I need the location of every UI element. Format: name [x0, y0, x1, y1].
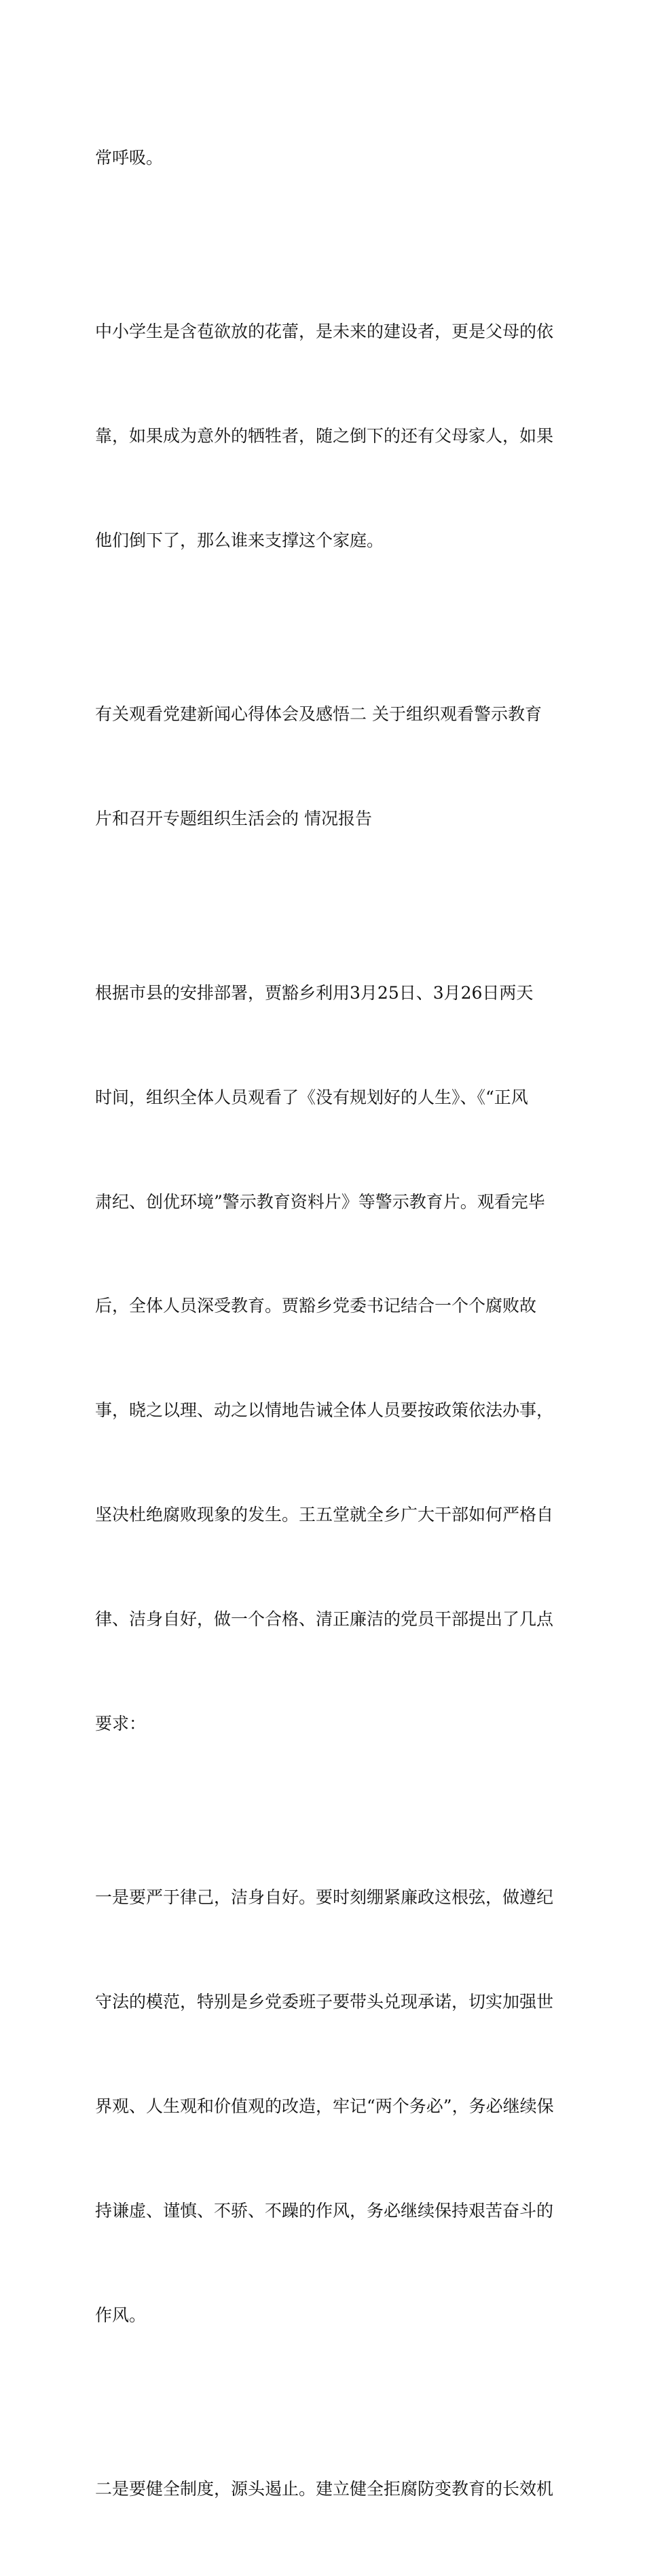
- text-line: 靠，如果成为意外的牺牲者，随之倒下的还有父母家人，如果: [95, 425, 554, 446]
- text-line: 作风。: [95, 2305, 147, 2325]
- paragraph-2: [95, 244, 557, 627]
- section-heading: [95, 628, 557, 906]
- text-line: 后，全体人员深受教育。贾豁乡党委书记结合一个个腐败故: [95, 1296, 537, 1316]
- paragraph-3: [95, 906, 557, 1811]
- text-line: 二是要健全制度，源头遏止。建立健全拒腐防变教育的长效机: [95, 2479, 554, 2499]
- text-line: 律、洁身自好，做一个合格、清正廉洁的党员干部提出了几点: [95, 1609, 554, 1630]
- text-line: 有关观看党建新闻心得体会及感悟二 关于组织观看警示教育: [95, 704, 542, 725]
- text-line: 界观、人生观和价值观的改造，牢记“两个务必”，务必继续保: [95, 2096, 554, 2117]
- text-line: 他们倒下了，那么谁来支撑这个家庭。: [95, 530, 384, 550]
- text-line: 时间，组织全体人员观看了《没有规划好的人生》、《“正风: [95, 1087, 528, 1107]
- text-line: 一是要严于律己，洁身自好。要时刻绷紧廉政这根弦，做遵纪: [95, 1887, 554, 1908]
- text-line: 坚决杜绝腐败现象的发生。王五堂就全乡广大干部如何严格自: [95, 1505, 554, 1525]
- text-line: 守法的模范，特别是乡党委班子要带头兑现承诺，切实加强世: [95, 1992, 554, 2012]
- document-body: [95, 71, 557, 2576]
- text-line: 要求：: [95, 1713, 147, 1733]
- paragraph-4: [95, 1811, 557, 2402]
- text-line: 事，晓之以理、动之以情地告诫全体人员要按政策依法办事，: [95, 1400, 554, 1421]
- text-line: 根据市县的安排部署，贾豁乡利用3月25日、3月26日两天: [95, 982, 534, 1003]
- paragraph-5: [95, 2402, 557, 2576]
- text-line: 肃纪、创优环境”警示教育资料片》等警示教育片。观看完毕: [95, 1191, 545, 1212]
- text-line: 常呼吸。: [95, 147, 164, 168]
- text-line: 持谦虚、谨慎、不骄、不躁的作风，务必继续保持艰苦奋斗的: [95, 2201, 554, 2221]
- text-line: 中小学生是含苞欲放的花蕾，是未来的建设者，更是父母的依: [95, 322, 554, 342]
- paragraph-1: [95, 71, 557, 244]
- text-line: 片和召开专题组织生活会的 情况报告: [95, 809, 372, 829]
